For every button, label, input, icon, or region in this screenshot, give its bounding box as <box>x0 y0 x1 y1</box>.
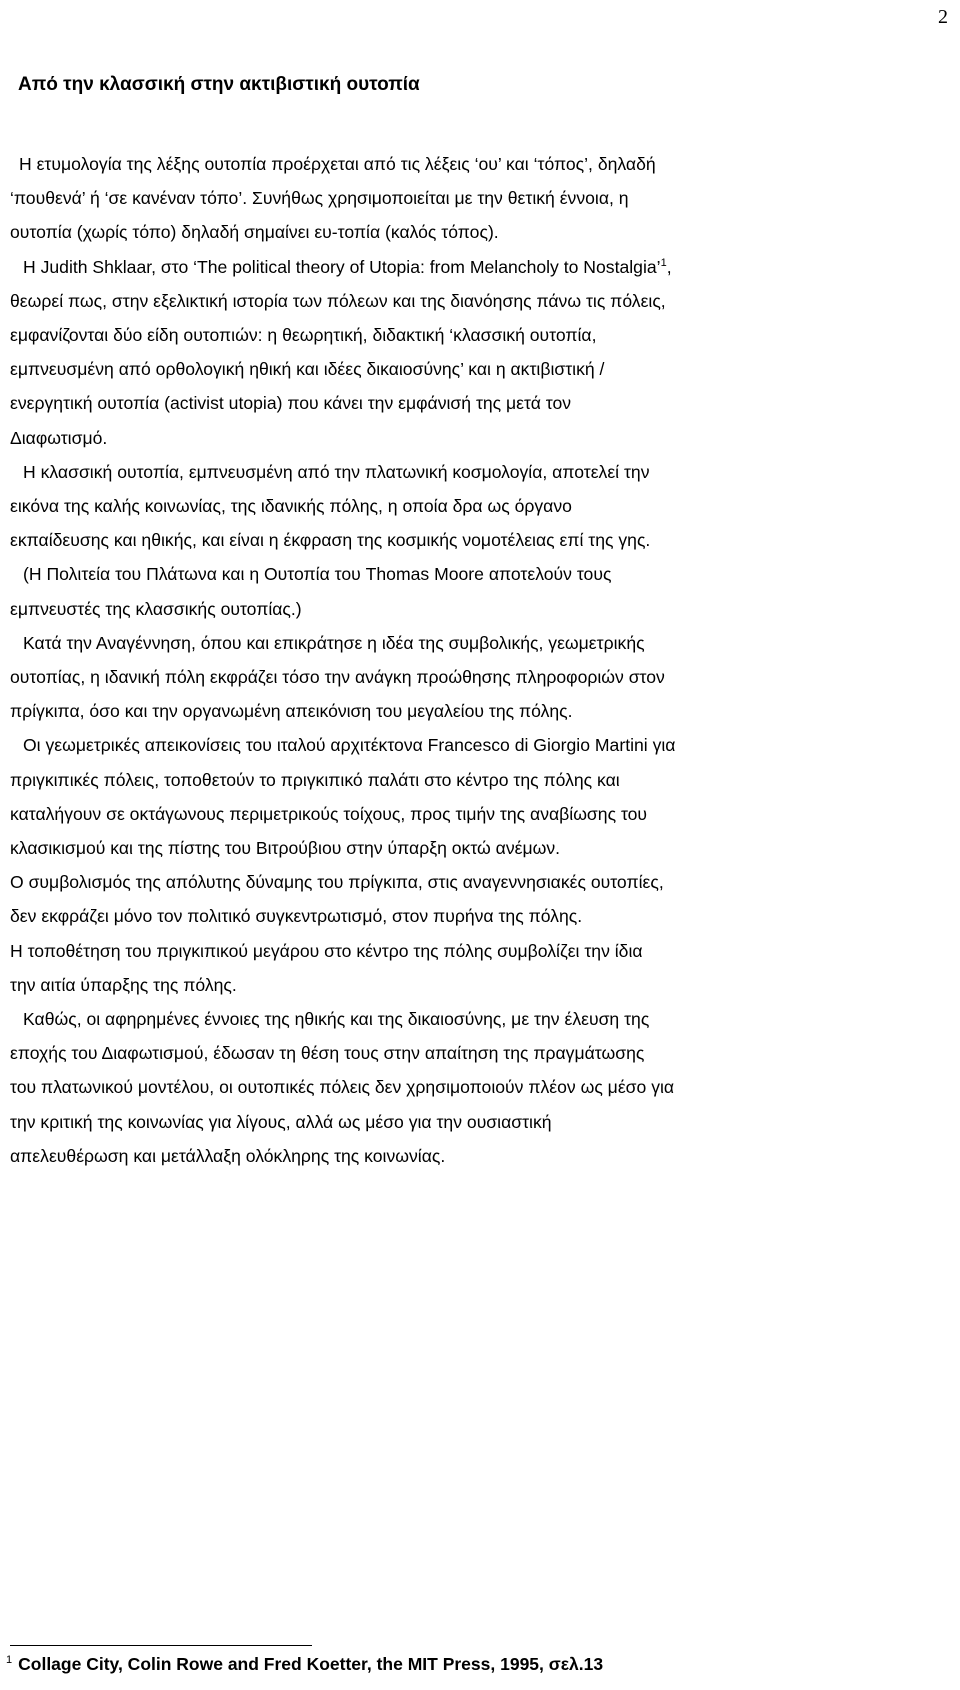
text-line: πριγκιπικές πόλεις, τοποθετούν το πριγκιπικό παλάτι στο κέντρο της πόλης και <box>10 769 620 790</box>
text-line: την κριτική της κοινωνίας για λίγους, αλλά ως μέσο για την ουσιαστική <box>10 1111 552 1132</box>
text-line: Καθώς, οι αφηρημένες έννοιες της ηθικής και της δικαιοσύνης, με την έλευση της <box>23 1009 650 1030</box>
footnote-marker: 1 <box>6 1654 13 1667</box>
text-line: εμπνευσμένη από ορθολογική ηθική και ιδέες δικαιοσύνης’ και η ακτιβιστική / <box>10 359 605 380</box>
text-line: Η κλασσική ουτοπία, εμπνευσμένη από την πλατωνική κοσμολογία, αποτελεί την <box>23 461 650 482</box>
footnote-separator <box>10 1645 312 1646</box>
text-line: (Η Πολιτεία του Πλάτωνα και η Ουτοπία του Thomas Moore αποτελούν τους <box>23 564 612 585</box>
footnote-reference[interactable]: 1 <box>660 256 667 269</box>
text-line: απελευθέρωση και μετάλλαξη ολόκληρης της κοινωνίας. <box>10 1145 446 1166</box>
text-line: εμφανίζονται δύο είδη ουτοπιών: η θεωρητική, διδακτική ‘κλασσική ουτοπία, <box>10 325 597 346</box>
text-line: ‘πουθενά’ ή ‘σε κανέναν τόπο’. Συνήθως χρησιμοποιείται με την θετική έννοια, η <box>10 188 629 209</box>
body-text <box>10 147 950 1173</box>
text-line: του πλατωνικού μοντέλου, οι ουτοπικές πόλεις δεν χρησιμοποιούν πλέον ως μέσο για <box>10 1077 675 1098</box>
text-line: εποχής του Διαφωτισμού, έδωσαν τη θέση τους στην απαίτηση της πραγμάτωσης <box>10 1043 645 1064</box>
text-line-with-footnote-ref <box>10 250 950 284</box>
text-line: ουτοπίας, η ιδανική πόλη εκφράζει τόσο την ανάγκη προώθησης πληροφοριών στον <box>10 667 665 688</box>
text-line: καταλήγουν σε οκτάγωνους περιμετρικούς τοίχους, προς τιμήν της αναβίωσης του <box>10 803 648 824</box>
document-title: Από την κλασσική στην ακτιβιστική ουτοπία <box>18 74 420 95</box>
text-line: πρίγκιπα, όσο και την οργανωμένη απεικόνιση του μεγαλείου της πόλης. <box>10 701 573 722</box>
text-line: ενεργητική ουτοπία (activist utopia) που κάνει την εμφάνισή της μετά τον <box>10 393 572 414</box>
text-line: Διαφωτισμό. <box>10 427 108 448</box>
footnote-text: Collage City, Colin Rowe and Fred Koetter, the MIT Press, 1995, σελ.13 <box>18 1654 604 1674</box>
text-line: δεν εκφράζει μόνο τον πολιτικό συγκεντρωτισμό, στον πυρήνα της πόλης. <box>10 906 583 927</box>
text-line: Η ετυμολογία της λέξης ουτοπία προέρχεται από τις λέξεις ‘ου’ και ‘τόπος’, δηλαδή <box>19 154 656 174</box>
text-line: Οι γεωμετρικές απεικονίσεις του ιταλού αρχιτέκτονα Francesco di Giorgio Martini για <box>23 735 676 756</box>
text-line: την αιτία ύπαρξης της πόλης. <box>10 974 237 995</box>
text-line: ουτοπία (χωρίς τόπο) δηλαδή σημαίνει ευ-τοπία (καλός τόπος). <box>10 222 499 243</box>
text-line: εμπνευστές της κλασσικής ουτοπίας.) <box>10 598 302 619</box>
text-line: Ο συμβολισμός της απόλυτης δύναμης του πρίγκιπα, στις αναγεννησιακές ουτοπίες, <box>10 872 664 893</box>
text-line: εικόνα της καλής κοινωνίας, της ιδανικής πόλης, η οποία δρα ως όργανο <box>10 496 572 517</box>
text-segment: , <box>666 256 672 277</box>
text-line: Κατά την Αναγέννηση, όπου και επικράτησε η ιδέα της συμβολικής, γεωμετρικής <box>23 632 645 653</box>
text-line: εκπαίδευσης και ηθικής, και είναι η έκφραση της κοσμικής νομοτέλειας επί της γης. <box>10 530 651 551</box>
text-line: θεωρεί πως, στην εξελικτική ιστορία των πόλεων και της διανόησης πάνω τις πόλεις, <box>10 290 666 311</box>
text-line: Η τοποθέτηση του πριγκιπικού μεγάρου στο κέντρο της πόλης συμβολίζει την ίδια <box>10 940 643 961</box>
text-segment: Η Judith Shklaar, στο ‘The political theory of Utopia: from Melancholy to Nostalgia’ <box>23 256 661 277</box>
text-line: κλασικισμού και της πίστης του Βιτρούβιου στην ύπαρξη οκτώ ανέμων. <box>10 838 561 859</box>
page-number: 2 <box>938 6 948 28</box>
footnote <box>6 1654 603 1675</box>
